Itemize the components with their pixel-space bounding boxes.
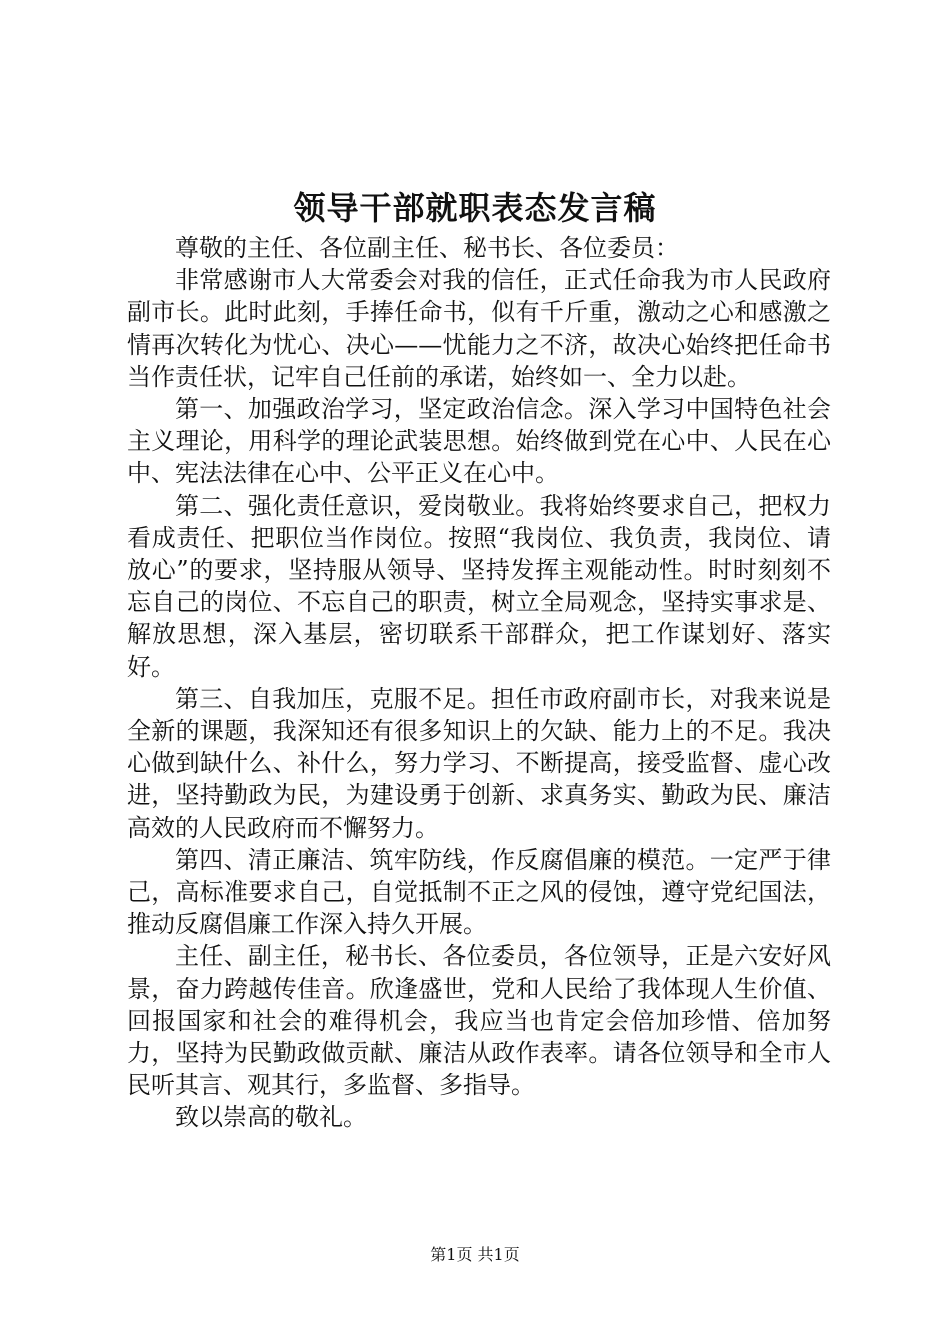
document-body — [127, 232, 831, 1134]
body-paragraph: 第二、强化责任意识，爱岗敬业。我将始终要求自己，把权力看成责任、把职位当作岗位。按照“我岗位、我负责，我岗位、请放心”的要求，坚持服从领导、坚持发挥主观能动性。时时刻刻不忘自己的岗位、不忘自己的职责，树立全局观念，坚持实事求是、解放思想，深入基层，密切联系干部群众，把工作谋划好、落实好。 — [127, 491, 831, 681]
body-paragraph: 第四、清正廉洁、筑牢防线，作反腐倡廉的模范。一定严于律己，高标准要求自己，自觉抵制不正之风的侵蚀，遵守党纪国法，推动反腐倡廉工作深入持久开展。 — [127, 845, 831, 939]
body-paragraph: 第三、自我加压，克服不足。担任市政府副市长，对我来说是全新的课题，我深知还有很多知识上的欠缺、能力上的不足。我决心做到缺什么、补什么，努力学习、不断提高，接受监督、虚心改进，坚持勤政为民，为建设勇于创新、求真务实、勤政为民、廉洁高效的人民政府而不懈努力。 — [127, 684, 831, 842]
body-paragraph: 第一、加强政治学习，坚定政治信念。深入学习中国特色社会主义理论，用科学的理论武装思想。始终做到党在心中、人民在心中、宪法法律在心中、公平正义在心中。 — [127, 395, 831, 488]
document-title: 领导干部就职表态发言稿 — [293, 189, 657, 227]
body-paragraph: 主任、副主任，秘书长、各位委员，各位领导，正是六安好风景，奋力跨越传佳音。欣逢盛世，党和人民给了我体现人生价值、回报国家和社会的难得机会，我应当也肯定会倍加珍惜、倍加努力，坚持为民勤政做贡献、廉洁从政作表率。请各位领导和全市人民听其言、观其行，多监督、多指导。 — [127, 942, 831, 1100]
page-footer: 第1页 共1页 — [430, 1245, 520, 1264]
body-paragraph: 非常感谢市人大常委会对我的信任，正式任命我为市人民政府副市长。此时此刻，手捧任命书，似有千斤重，激动之心和感激之情再次转化为忧心、决心——忧能力之不济，故决心始终把任命书当作责任状，记牢自己任前的承诺，始终如一、全力以赴。 — [127, 266, 831, 391]
salutation: 尊敬的主任、各位副主任、秘书长、各位委员： — [175, 234, 679, 262]
closing-line: 致以崇高的敬礼。 — [175, 1103, 367, 1132]
